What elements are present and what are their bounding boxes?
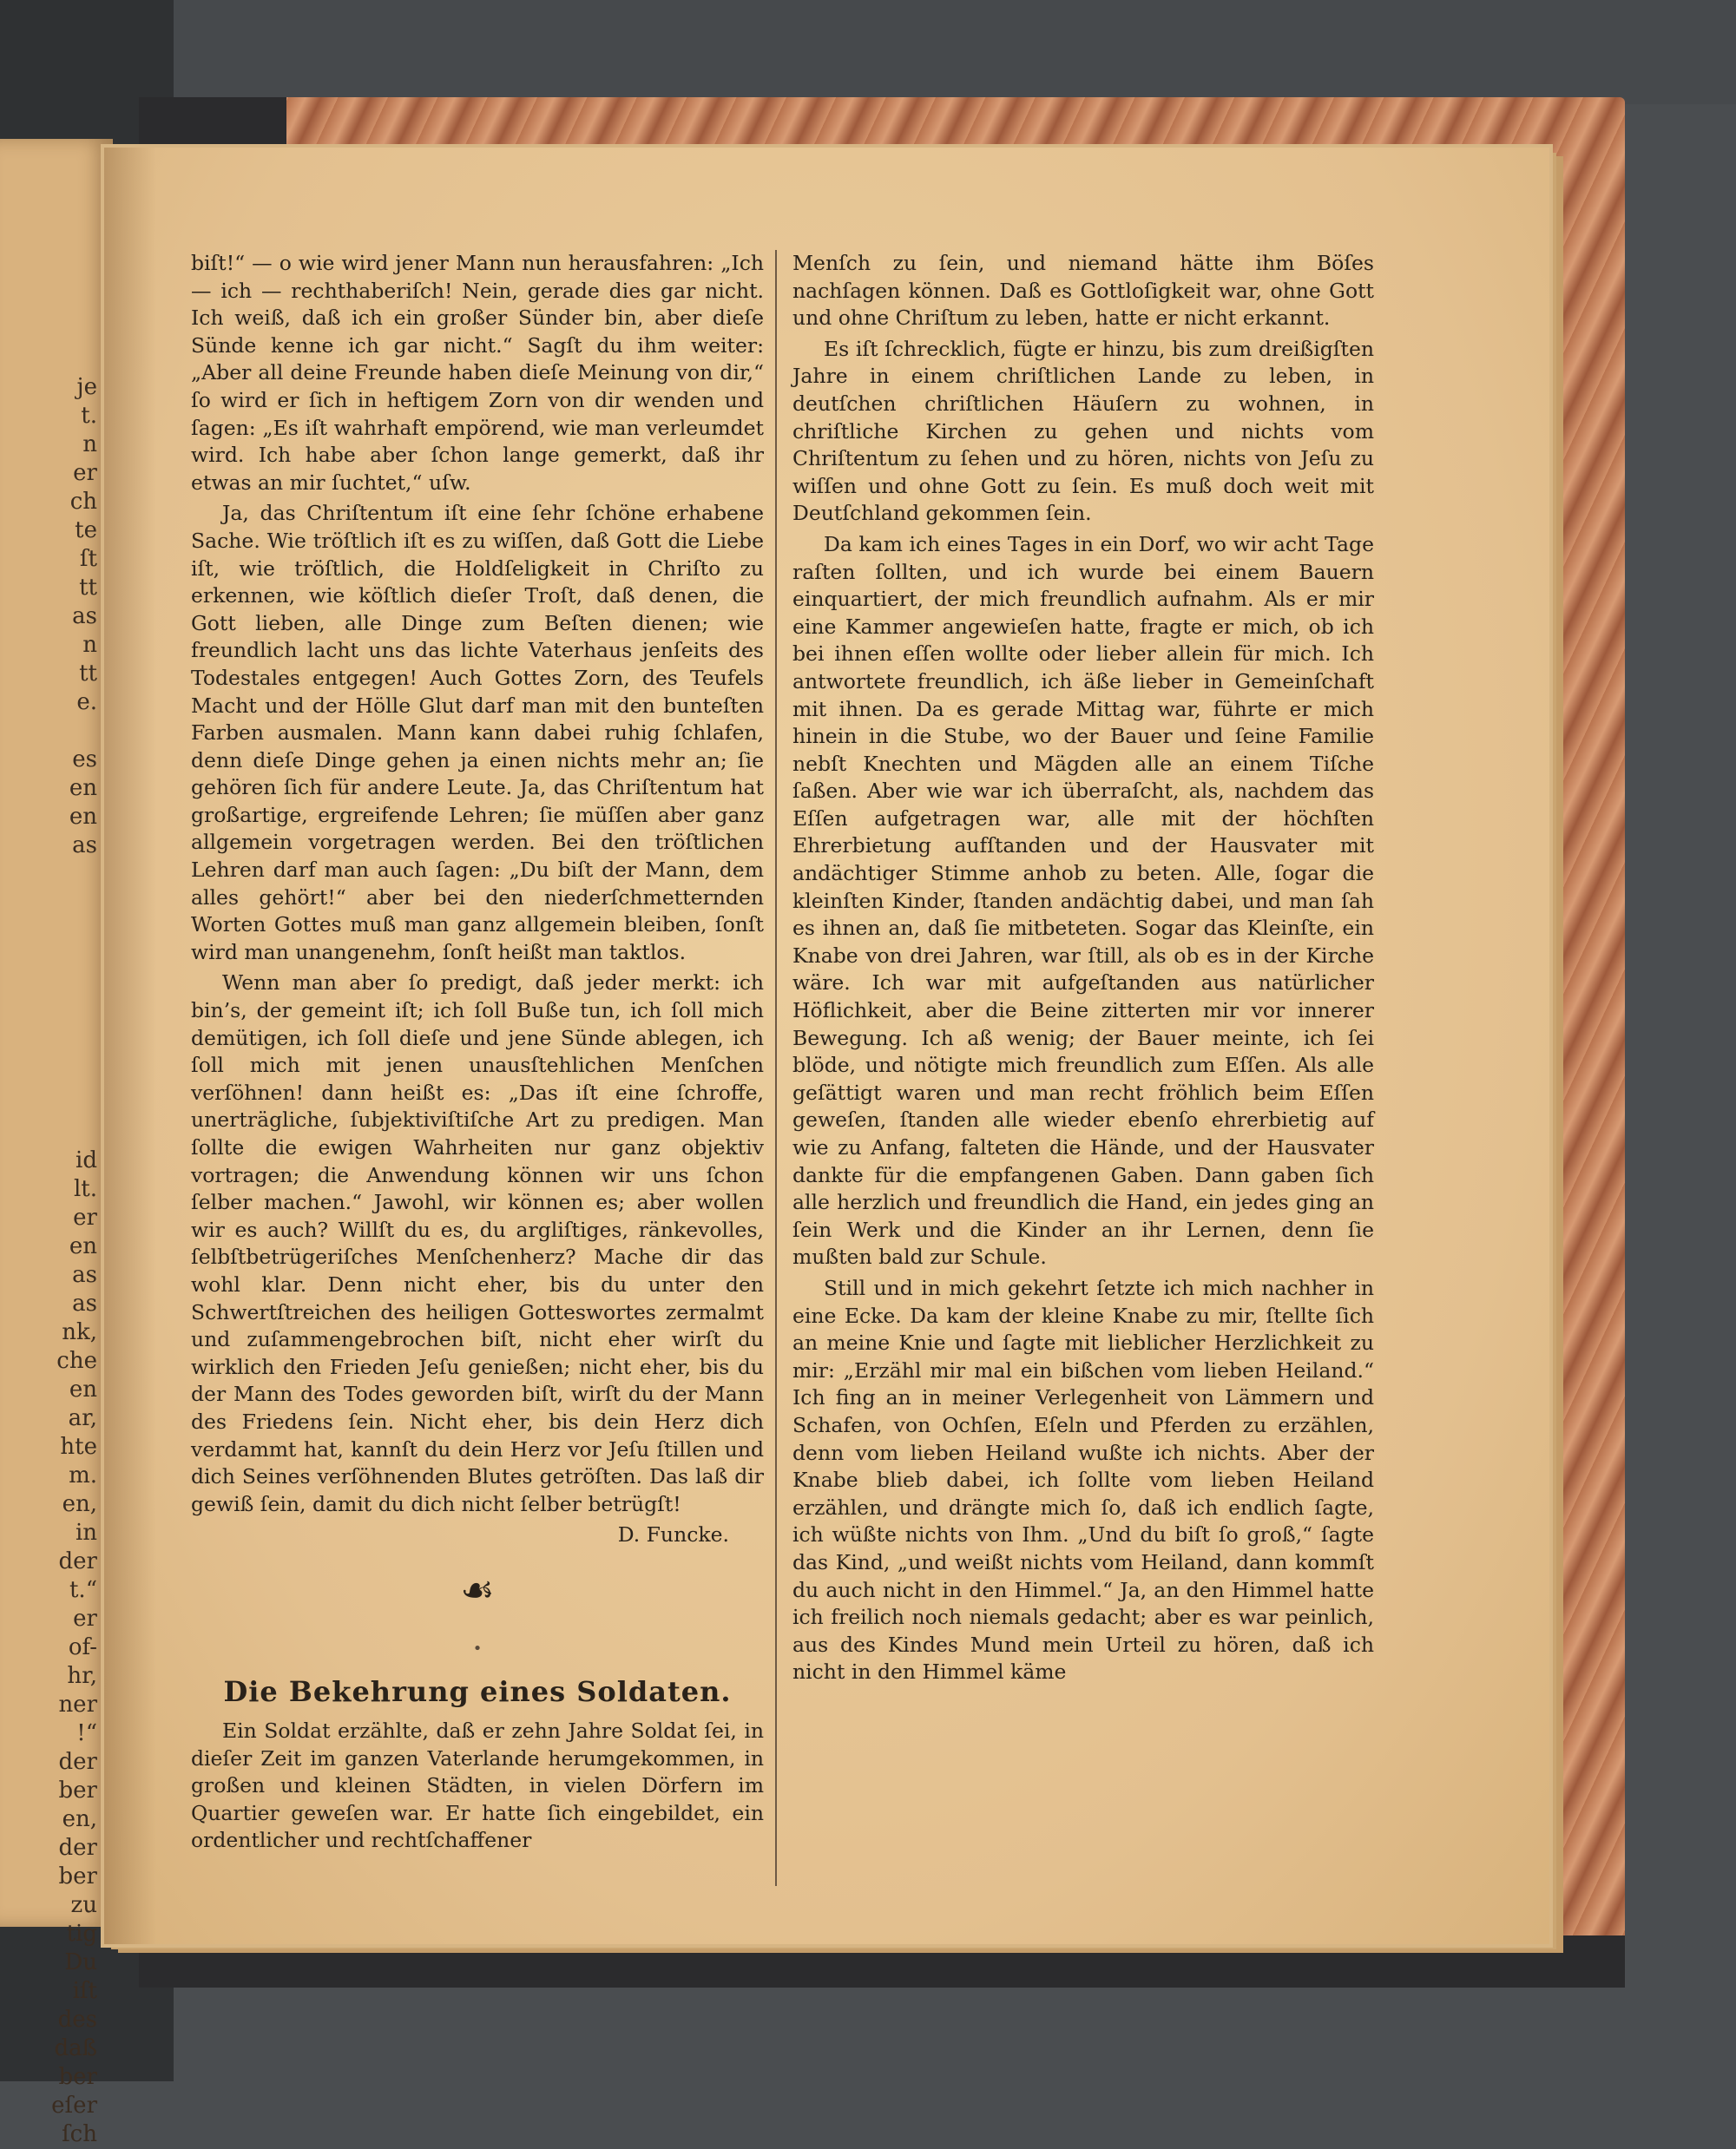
facing-page-fragment [0,1089,97,1118]
paragraph: Ein Soldat erzählte, daß er zehn Jahre Soldat ſei, in dieſer Zeit im ganzen Vaterlande herumgekommen, in großen und kleinen Städten, in vielen Dörfern im Quartier geweſen war. Er hatte ſich eingebildet, ein ordentlicher und rechtſchaffener [191,1718,764,1853]
article-title: Die Bekehrung eines Soldaten. [223,1674,732,1708]
facing-page-fragment: te [75,517,97,543]
facing-page-fragment: e. [76,689,97,715]
facing-page-fragment: en [69,1377,97,1403]
facing-page-fragment: en [69,775,97,801]
facing-page-fragment: er [73,1606,97,1632]
facing-page-fragment: daß [54,2035,97,2061]
facing-page-text [0,373,97,2149]
gutter-shadow [104,148,156,1944]
facing-page-fragment: as [72,1291,97,1317]
facing-page-fragment: iſt [72,1978,97,2004]
facing-page-fragment: ber [58,2064,97,2090]
facing-page-fragment: Du [64,1949,97,1975]
facing-page-fragment [0,860,97,889]
facing-page-fragment [0,717,97,746]
facing-page-fragment [0,917,97,946]
facing-page-fragment: as [72,603,97,629]
facing-page-fragment: er [73,1205,97,1231]
facing-page-fragment: ar, [68,1405,97,1431]
facing-page-fragment: der [58,1548,97,1574]
facing-page-fragment: der [58,1749,97,1775]
facing-page-fragment: en, [62,1491,97,1517]
facing-page-fragment [0,946,97,975]
facing-page-fragment: as [72,832,97,858]
facing-page-fragment [0,1061,97,1089]
facing-page-fragment: n [82,431,97,457]
facing-page-fragment: hr, [67,1663,97,1689]
facing-page-fragment [0,889,97,917]
facing-page-fragment: ſt [79,546,97,572]
backdrop [0,0,1736,104]
column-divider [775,250,777,1886]
facing-page [0,139,113,2147]
facing-page-fragment: t. [81,403,97,429]
facing-page-fragment: m. [69,1462,97,1489]
paragraph: Menſch zu ſein, und niemand hätte ihm Böſes nachſagen können. Daß es Gottloſigkeit war, ohne Gott und ohne Chriſtum zu leben, hatte er nicht erkannt. [792,251,1374,331]
facing-page-fragment: id [76,1147,97,1173]
facing-page-fragment: des [57,2007,97,2033]
paragraph: Wenn man aber ſo predigt, daß jeder merkt: ich bin’s, der gemeint iſt; ich ſoll Buße tun, ich ſoll mich demütigen, ich ſoll dieſe und jene Sünde ablegen, ich ſoll mich mit jenen unausſtehlichen Menſchen verſöhnen! dann heißt es: „Das iſt eine ſchroffe, unerträgliche, ſubjektiviſtiſche Art zu predigen. Man ſollte die ewigen Wahrheiten nur ganz objektiv vortragen; die Anwendung können wir uns ſchon ſelber machen.“ Jawohl, wir können es; aber wollen wir es auch? Willſt du es, du argliſtiges, ränkevolles, ſelbſtbetrügeriſches Menſchenherz? Mache dir das wohl klar. Denn nicht eher, bis du unter den Schwertſtreichen des heiligen Gotteswortes zermalmt und zuſammengebrochen biſt, nicht eher wirſt du wirklich den Frieden Jeſu genießen; nicht eher, bis du der Mann des Todes geworden biſt, wirſt du der Mann des Friedens ſein. Nicht eher, bis dein Herz dich verdammt hat, kannſt du dein Herz vor Jeſu ſtillen und dich Seines verſöhnenden Blutes getröſten. Das laß dir gewiß ſein, damit du dich nicht ſelber betrügſt! [191,970,764,1516]
facing-page-fragment: che [56,1348,97,1374]
facing-page-fragment: tt [79,575,97,601]
facing-page-fragment: nk, [62,1319,97,1345]
facing-page-fragment: ber [58,1778,97,1804]
facing-page-fragment: ber [58,1863,97,1889]
facing-page-fragment: en [69,1233,97,1259]
text-column-left [191,250,764,1855]
facing-page-fragment: je [76,374,97,400]
facing-page-fragment: n [82,632,97,658]
facing-page-fragment [0,975,97,1003]
author-signature: D. Funcke. [617,1522,729,1548]
facing-page-fragment: eſer [51,2093,97,2119]
facing-page-fragment: der [58,1835,97,1861]
facing-page-fragment: tig [66,1921,97,1947]
facing-page-fragment: lt. [73,1176,97,1202]
facing-page-fragment: as [72,1262,97,1288]
ornament-icon: ☙ [460,1567,495,1613]
facing-page-fragment: in [75,1520,97,1546]
facing-page-fragment [0,1003,97,1032]
facing-page-fragment: of- [68,1634,97,1660]
facing-page-fragment: hte [60,1434,97,1460]
facing-page-fragment: ner [58,1692,97,1718]
facing-page-fragment: t.“ [69,1577,97,1603]
paragraph: Es iſt ſchrecklich, fügte er hinzu, bis zum dreißigſten Jahre in einem chriſtlichen Lande zu leben, in deutſchen chriſtlichen Häuſern zu wohnen, in chriſtliche Kirchen zu gehen und nichts vom Chriſtentum zu ſehen und zu hören, nichts von Jeſu zu wiſſen und ohne Gott zu ſein. Es muß doch weit mit Deutſchland gekommen ſein. [792,336,1374,526]
book-page [104,148,1549,1944]
facing-page-fragment [0,1118,97,1147]
facing-page-fragment [0,1032,97,1061]
paragraph: Ja, das Chriſtentum iſt eine ſehr ſchöne erhabene Sache. Wie tröſtlich iſt es zu wiſſen, daß Gott die Liebe iſt, wie tröſtlich, die Holdſeligkeit in Chriſto zu erkennen, wie köſtlich dieſer Troſt, daß denen, die Gott lieben, alle Dinge zum Beſten dienen; wie freundlich lacht uns das lichte Vaterhaus jenſeits des Todestales entgegen! Auch Gottes Zorn, des Teufels Macht und der Hölle Glut darf man mit den bunteſten Farben ausmalen. Mann kann dabei ruhig ſchlafen, denn dieſe Dinge gehen ja einen nichts mehr an; ſie gehören ſich für andere Leute. Ja, das Chriſtentum hat großartige, ergreifende Lehren; ſie müſſen aber ganz allgemein vorgetragen werden. Bei den tröſtlichen Lehren darf man auch ſagen: „Du biſt der Mann, dem alles gehört!“ aber bei den niederſchmetternden Worten Gottes muß man ganz allgemein bleiben, ſonſt wird man unangenehm, ſonſt heißt man taktlos. [191,501,764,964]
dot-mark: • [472,1639,483,1658]
facing-page-fragment: zu [70,1892,97,1918]
facing-page-fragment: en [69,804,97,830]
text-column-right [792,250,1374,1686]
paragraph: Da kam ich eines Tages in ein Dorf, wo wir acht Tage raſten ſollten, und ich wurde bei einem Bauern einquartiert, der mich freundlich aufnahm. Als er mir eine Kammer angewieſen hatte, fragte er mich, ob ich bei ihnen eſſen wollte oder lieber allein für mich. Ich antwortete freundlich, ich äße lieber in Gemeinſchaft mit ihnen. Da es gerade Mittag war, führte er mich hinein in die Stube, wo der Bauer und ſeine Familie nebſt Knechten und Mägden alle an einem Tiſche ſaßen. Aber wie war ich überraſcht, als, nachdem das Eſſen aufgetragen war, alle mit der höchſten Ehrerbietung aufſtanden und der Hausvater mit andächtiger Stimme anhob zu beten. Alle, ſogar die kleinſten Kinder, ſtanden andächtig dabei, und man ſah es ihnen an, daß ſie mitbeteten. Sogar das Kleinſte, ein Knabe von drei Jahren, war ſtill, als ob es in der Kirche wäre. Ich war mit aufgeſtanden aus natürlicher Höflichkeit, aber die Beine zitterten mir vor innerer Bewegung. Ich aß wenig; der Bauer meinte, ich ſei blöde, und nötigte mich freundlich zum Eſſen. Als alle geſättigt waren und man recht fröhlich beim Eſſen geweſen, ſtanden alle wieder ebenſo ehrerbietig auf wie zu Anfang, falteten die Hände, und der Hausvater dankte für die empfangenen Gaben. Dann gaben ſich alle herzlich und freundlich die Hand, ein jedes ging an ſein Werk und die Kinder an ihr Lernen, denn ſie mußten bald zur Schule. [792,531,1374,1270]
facing-page-fragment: !“ [76,1720,97,1746]
facing-page-fragment: er [73,460,97,486]
facing-page-fragment: es [72,746,97,772]
facing-page-fragment: ſch [62,2121,97,2147]
facing-page-fragment: tt [79,660,97,687]
paragraph: Still und in mich gekehrt ſetzte ich mich nachher in eine Ecke. Da kam der kleine Knabe zu mir, ſtellte ſich an meine Knie und ſagte mit lieblicher Herzlichkeit zu mir: „Erzähl mir mal ein bißchen vom lieben Heiland.“ Ich fing an in meiner Verlegenheit von Lämmern und Schafen, von Ochſen, Eſeln und Pferden zu erzählen, denn vom lieben Heiland wußte ich nichts. Aber der Knabe blieb dabei, ich ſollte vom lieben Heiland erzählen, und drängte mich ſo, daß ich endlich ſagte, ich wüßte nichts von Ihm. „Und du biſt ſo groß,“ ſagte das Kind, „und weißt nichts vom Heiland, dann kommſt du auch nicht in den Himmel.“ Ja, an den Himmel hatte ich freilich noch niemals gedacht; aber es war peinlich, aus des Kindes Mund mein Urteil zu hören, daß ich nicht in den Himmel käme [792,1275,1374,1685]
paragraph: biſt!“ — o wie wird jener Mann nun herausfahren: „Ich — ich — rechthaberiſch! Nein, gerade dies gar nicht. Ich weiß, daß ich ein großer Sünder bin, aber dieſe Sünde kenne ich gar nicht.“ Sagſt du ihm weiter: „Aber all deine Freunde haben dieſe Meinung von dir,“ ſo wird er ſich in heftigem Zorn von dir wenden und ſagen: „Es iſt wahrhaft empörend, wie man verleumdet wird. Ich habe aber ſchon lange gemerkt, daß ihr etwas an mir ſuchtet,“ uſw. [191,251,764,495]
facing-page-fragment: ch [69,489,97,515]
facing-page-fragment: en, [62,1806,97,1832]
